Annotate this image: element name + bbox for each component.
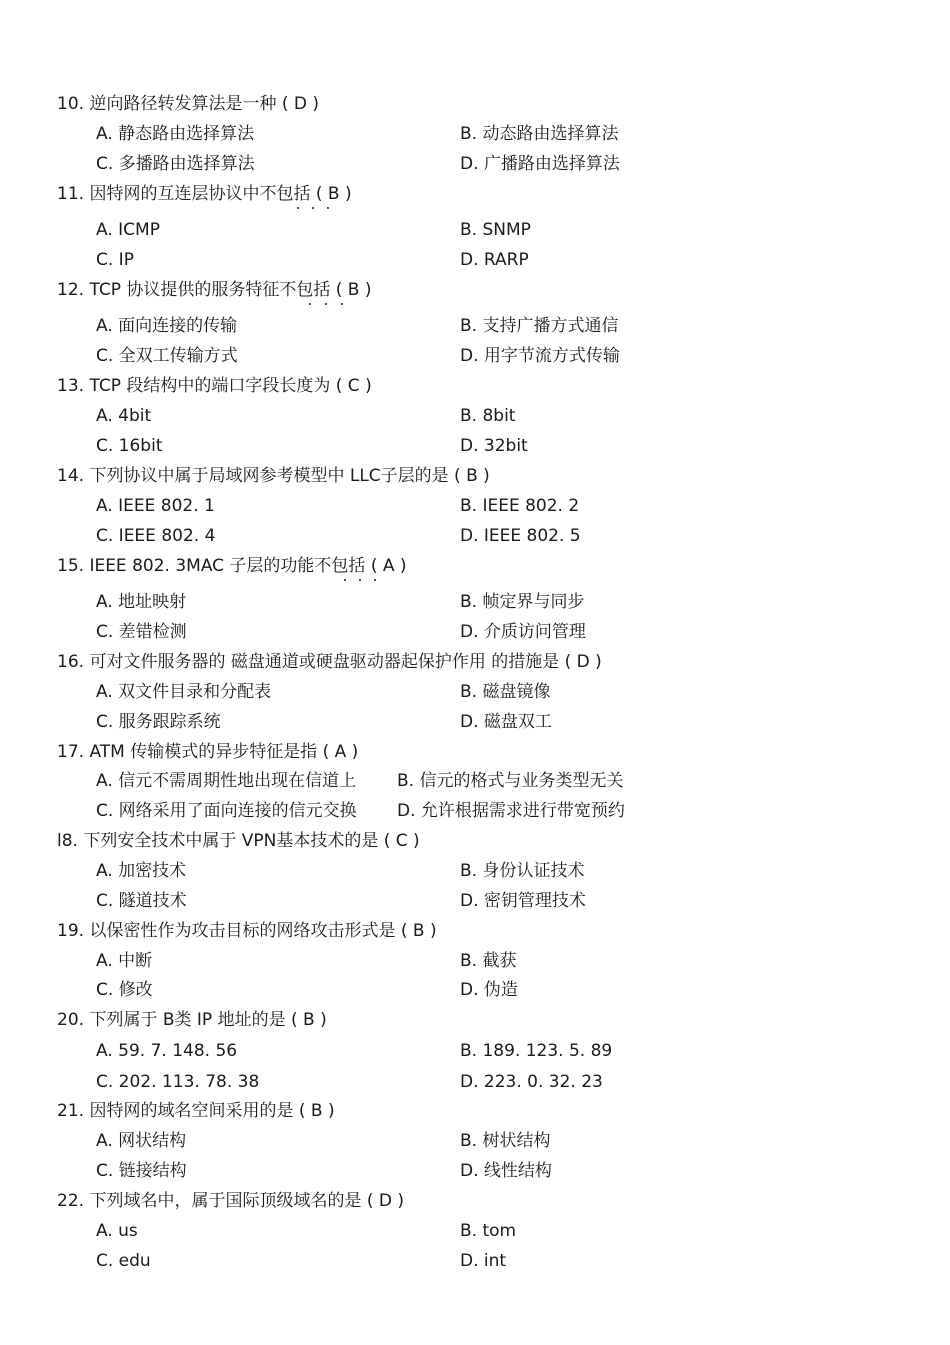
question-19-option-c: C. 修改 — [96, 980, 153, 1000]
question-12-option-b: B. 支持广播方式通信 — [460, 316, 619, 336]
question-15-option-d: D. 介质访问管理 — [460, 622, 586, 642]
question-22-option-b: B. tom — [460, 1221, 517, 1241]
question-18-option-b: B. 身份认证技术 — [460, 861, 585, 881]
question-21-option-c: C. 链接结构 — [96, 1161, 187, 1181]
question-12-option-a: A. 面向连接的传输 — [96, 316, 238, 336]
question-15-option-b: B. 帧定界与同步 — [460, 592, 585, 612]
question-10-option-d: D. 广播路由选择算法 — [460, 154, 620, 174]
question-12-stem: 12. TCP 协议提供的服务特征不包括 ( B ) — [57, 280, 372, 300]
emphasis-dot — [327, 207, 329, 209]
question-12-option-d: D. 用字节流方式传输 — [460, 346, 620, 366]
emphasis-dot — [325, 303, 327, 305]
question-21-option-b: B. 树状结构 — [460, 1131, 551, 1151]
question-17-option-d: D. 允许根据需求进行带宽预约 — [397, 801, 625, 821]
question-20-stem: 20. 下列属于 B类 IP 地址的是 ( B ) — [57, 1010, 327, 1030]
question-14-option-c: C. IEEE 802. 4 — [96, 526, 216, 546]
question-22-option-a: A. us — [96, 1221, 138, 1241]
question-20-option-a: A. 59. 7. 148. 56 — [96, 1041, 238, 1061]
emphasis-dot — [297, 207, 299, 209]
question-15-stem: 15. IEEE 802. 3MAC 子层的功能不包括 ( A ) — [57, 556, 407, 576]
question-16-option-c: C. 服务跟踪系统 — [96, 712, 221, 732]
question-17-option-a: A. 信元不需周期性地出现在信道上 — [96, 771, 357, 791]
question-11-option-c: C. IP — [96, 250, 134, 270]
emphasis-dot — [359, 579, 361, 581]
question-18-option-c: C. 隧道技术 — [96, 891, 187, 911]
question-18-stem: l8. 下列安全技术中属于 VPN基本技术的是 ( C ) — [57, 831, 420, 851]
question-10-option-b: B. 动态路由选择算法 — [460, 124, 619, 144]
question-11-option-b: B. SNMP — [460, 220, 531, 240]
emphasis-dot — [312, 207, 314, 209]
emphasis-dot — [309, 303, 311, 305]
question-10-option-a: A. 静态路由选择算法 — [96, 124, 255, 144]
question-14-stem: 14. 下列协议中属于局域网参考模型中 LLC子层的是 ( B ) — [57, 466, 490, 486]
question-15-option-a: A. 地址映射 — [96, 592, 187, 612]
emphasis-dot — [344, 579, 346, 581]
question-11-option-d: D. RARP — [460, 250, 529, 270]
question-15-option-c: C. 差错检测 — [96, 622, 187, 642]
question-16-stem: 16. 可对文件服务器的 磁盘通道或硬盘驱动器起保护作用 的措施是 ( D ) — [57, 652, 602, 672]
question-14-option-a: A. IEEE 802. 1 — [96, 496, 215, 516]
question-22-stem: 22. 下列域名中，属于国际顶级域名的是 ( D ) — [57, 1191, 405, 1211]
question-13-option-a: A. 4bit — [96, 406, 152, 426]
question-18-option-a: A. 加密技术 — [96, 861, 187, 881]
question-22-option-d: D. int — [460, 1251, 507, 1271]
question-11-stem: 11. 因特网的互连层协议中不包括 ( B ) — [57, 184, 352, 204]
question-16-option-d: D. 磁盘双工 — [460, 712, 552, 732]
question-17-option-c: C. 网络采用了面向连接的信元交换 — [96, 801, 357, 821]
question-12-option-c: C. 全双工传输方式 — [96, 346, 238, 366]
question-13-stem: 13. TCP 段结构中的端口字段长度为 ( C ) — [57, 376, 372, 396]
question-21-option-d: D. 线性结构 — [460, 1161, 552, 1181]
question-20-option-c: C. 202. 113. 78. 38 — [96, 1072, 260, 1092]
question-21-stem: 21. 因特网的域名空间采用的是 ( B ) — [57, 1101, 335, 1121]
question-14-option-b: B. IEEE 802. 2 — [460, 496, 580, 516]
question-16-option-b: B. 磁盘镜像 — [460, 682, 551, 702]
question-20-option-b: B. 189. 123. 5. 89 — [460, 1041, 613, 1061]
question-22-option-c: C. edu — [96, 1251, 151, 1271]
question-10-stem: 10. 逆向路径转发算法是一种 ( D ) — [57, 94, 320, 114]
question-17-stem: 17. ATM 传输模式的异步特征是指 ( A ) — [57, 742, 359, 762]
question-13-option-b: B. 8bit — [460, 406, 516, 426]
question-13-option-c: C. 16bit — [96, 436, 163, 456]
question-10-option-c: C. 多播路由选择算法 — [96, 154, 255, 174]
question-19-option-d: D. 伪造 — [460, 980, 518, 1000]
question-11-option-a: A. ICMP — [96, 220, 160, 240]
question-13-option-d: D. 32bit — [460, 436, 528, 456]
question-19-option-b: B. 截获 — [460, 951, 517, 971]
question-21-option-a: A. 网状结构 — [96, 1131, 187, 1151]
question-18-option-d: D. 密钥管理技术 — [460, 891, 586, 911]
question-16-option-a: A. 双文件目录和分配表 — [96, 682, 272, 702]
emphasis-dot — [341, 303, 343, 305]
question-19-option-a: A. 中断 — [96, 951, 153, 971]
question-19-stem: 19. 以保密性作为攻击目标的网络攻击形式是 ( B ) — [57, 921, 437, 941]
question-14-option-d: D. IEEE 802. 5 — [460, 526, 581, 546]
question-17-option-b: B. 信元的格式与业务类型无关 — [397, 771, 624, 791]
question-20-option-d: D. 223. 0. 32. 23 — [460, 1072, 603, 1092]
emphasis-dot — [374, 579, 376, 581]
